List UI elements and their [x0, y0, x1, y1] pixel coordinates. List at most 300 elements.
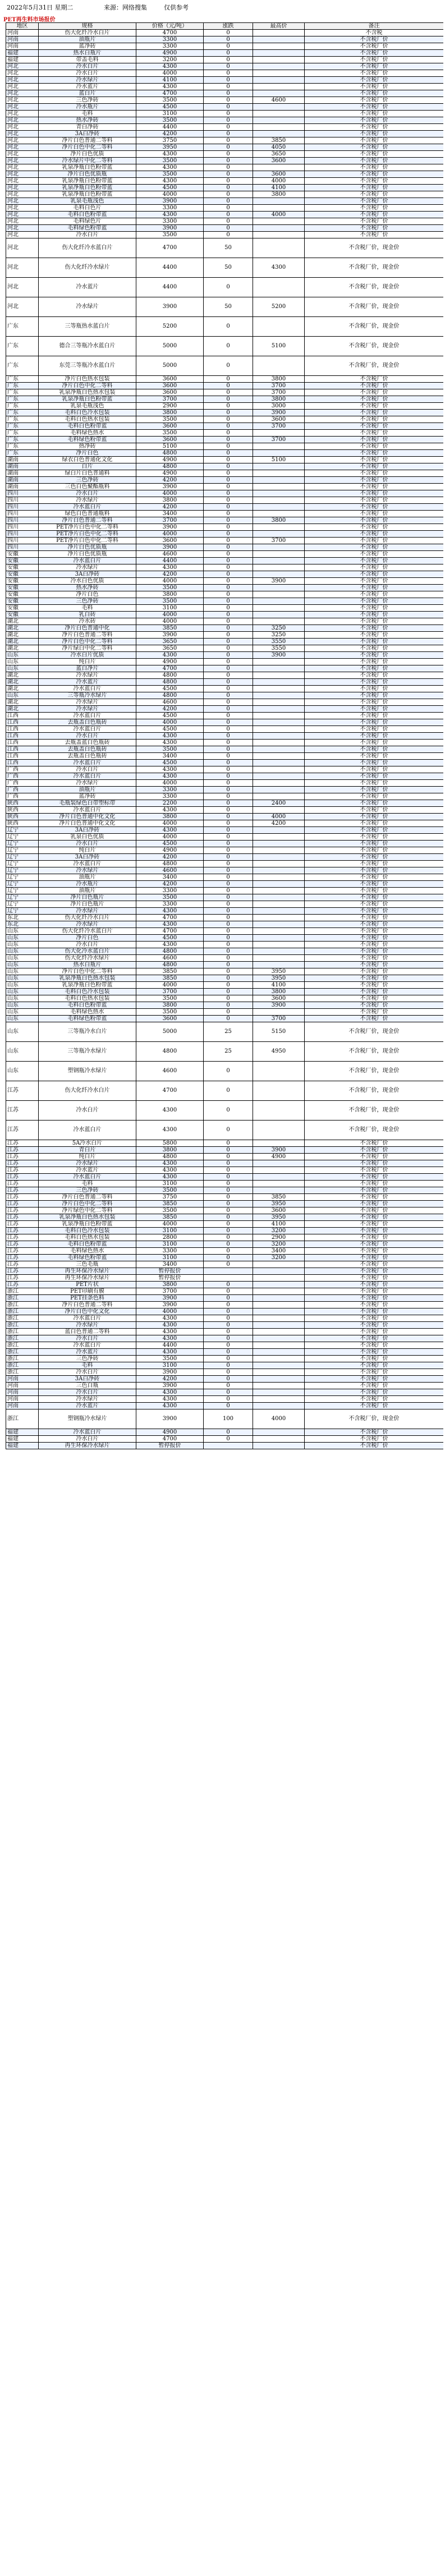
cell-price: 4500 — [136, 686, 204, 692]
cell-high: 3850 — [253, 137, 305, 144]
cell-change: 0 — [204, 760, 253, 766]
cell-note: 不含税厂价 — [305, 1221, 444, 1228]
cell-region: 安徽 — [6, 571, 39, 578]
cell-note: 不含税厂价 — [305, 36, 444, 43]
cell-price: 3500 — [136, 746, 204, 753]
cell-change: 0 — [204, 538, 253, 544]
cell-region: 广东 — [6, 416, 39, 423]
cell-change: 0 — [204, 800, 253, 807]
cell-high — [253, 232, 305, 238]
cell-high: 3600 — [253, 416, 305, 423]
cell-change: 50 — [204, 297, 253, 317]
table-row — [6, 740, 444, 746]
cell-region: 湖南 — [6, 470, 39, 477]
cell-change: 0 — [204, 827, 253, 834]
cell-high: 3800 — [253, 396, 305, 403]
table-row — [6, 191, 444, 198]
cell-change: 0 — [204, 1101, 253, 1121]
cell-price: 4400 — [136, 1342, 204, 1349]
cell-note: 不含税厂价 — [305, 578, 444, 585]
cell-region: 山东 — [6, 1042, 39, 1062]
cell-price: 4800 — [136, 1154, 204, 1160]
cell-high: 3900 — [253, 652, 305, 659]
cell-spec: 三色净砖 — [39, 1187, 136, 1194]
cell-note: 不含税厂价 — [305, 484, 444, 490]
cell-spec: 冷水白片 — [39, 63, 136, 70]
cell-region: 江苏 — [6, 1121, 39, 1140]
cell-region: 江苏 — [6, 1160, 39, 1167]
cell-change: 0 — [204, 1282, 253, 1288]
cell-high: 3000 — [253, 403, 305, 410]
cell-note: 不含税厂价 — [305, 1288, 444, 1295]
cell-spec: 冷水白片 — [39, 841, 136, 847]
cell-high — [253, 598, 305, 605]
cell-change: 0 — [204, 1369, 253, 1376]
cell-high — [253, 564, 305, 571]
cell-region: 江苏 — [6, 1167, 39, 1174]
cell-region: 辽宁 — [6, 841, 39, 847]
cell-high — [253, 497, 305, 504]
cell-note: 不含税厂价 — [305, 198, 444, 205]
cell-change: 0 — [204, 484, 253, 490]
cell-high: 3800 — [253, 989, 305, 995]
cell-spec: 伤大化纤冷水绿片 — [39, 955, 136, 962]
cell-spec: 冷水蓝白片 — [39, 1174, 136, 1181]
cell-price: 4000 — [136, 191, 204, 198]
cell-region: 浙江 — [6, 1302, 39, 1308]
cell-spec: 热水白瓶片 — [39, 962, 136, 968]
cell-change: 0 — [204, 171, 253, 178]
cell-high — [253, 1436, 305, 1443]
cell-spec: 毛料白色粉带蓝 — [39, 212, 136, 218]
cell-note: 不含税厂价 — [305, 497, 444, 504]
table-row — [6, 578, 444, 585]
cell-note: 不含税厂价 — [305, 1181, 444, 1187]
cell-price: 暂停报价 — [136, 1443, 204, 1449]
cell-price: 4000 — [136, 719, 204, 726]
cell-price: 3500 — [136, 171, 204, 178]
cell-region: 湖南 — [6, 457, 39, 463]
cell-high — [253, 955, 305, 962]
cell-note: 不含税厂价 — [305, 90, 444, 97]
cell-price: 4300 — [136, 766, 204, 773]
cell-high — [253, 124, 305, 131]
cell-region: 江苏 — [6, 1194, 39, 1201]
cell-high — [253, 942, 305, 948]
cell-spec: 冷水绿片 — [39, 780, 136, 787]
cell-change: 0 — [204, 1389, 253, 1396]
cell-note: 不含税厂价 — [305, 706, 444, 713]
table-row — [6, 410, 444, 416]
cell-spec: 净片白色普通二等料 — [39, 632, 136, 639]
cell-spec: 净片白色中化二等料 — [39, 1201, 136, 1207]
cell-high: 4300 — [253, 258, 305, 278]
cell-note: 不含税厂价 — [305, 874, 444, 881]
cell-region: 河北 — [6, 238, 39, 258]
cell-change: 0 — [204, 713, 253, 719]
table-row — [6, 1101, 444, 1121]
cell-spec: 净片白色中化文化 — [39, 1308, 136, 1315]
cell-note: 不含税厂价 — [305, 1335, 444, 1342]
cell-price: 4300 — [136, 827, 204, 834]
cell-high — [253, 77, 305, 84]
cell-note: 不含税厂价 — [305, 625, 444, 632]
cell-spec: 伤大化纤冷水白片 — [39, 30, 136, 36]
table-row — [6, 238, 444, 258]
table-row — [6, 1275, 444, 1282]
cell-price: 4300 — [136, 1403, 204, 1409]
cell-change: 0 — [204, 124, 253, 131]
table-row — [6, 1241, 444, 1248]
cell-price: 3900 — [136, 544, 204, 551]
cell-region: 辽宁 — [6, 901, 39, 908]
cell-note: 不含税厂价 — [305, 908, 444, 915]
cell-note: 不含税厂价，现金价 — [305, 258, 444, 278]
cell-spec: 净片白色 — [39, 450, 136, 457]
cell-note: 不含税厂价 — [305, 686, 444, 692]
cell-high: 3950 — [253, 968, 305, 975]
cell-change: 0 — [204, 178, 253, 185]
cell-high: 5100 — [253, 337, 305, 356]
table-row — [6, 218, 444, 225]
cell-change: 0 — [204, 1009, 253, 1016]
cell-change: 0 — [204, 740, 253, 746]
table-row — [6, 131, 444, 137]
cell-spec: 冷水蓝白片 — [39, 1342, 136, 1349]
cell-price: 5100 — [136, 443, 204, 450]
cell-price: 3500 — [136, 894, 204, 901]
col-price: 价格（元/吨） — [136, 23, 204, 30]
table-row — [6, 158, 444, 164]
cell-note: 不含税厂价 — [305, 477, 444, 484]
cell-change: 0 — [204, 90, 253, 97]
report-source: 来源：网络搜集 — [104, 4, 147, 11]
cell-spec: 净片白色普通二等料 — [39, 137, 136, 144]
cell-region: 河南 — [6, 1376, 39, 1383]
col-high: 最高价 — [253, 23, 305, 30]
cell-change: 0 — [204, 497, 253, 504]
cell-change: 0 — [204, 185, 253, 191]
cell-spec: 乳泉净瓶白色热水包装 — [39, 389, 136, 396]
cell-high — [253, 746, 305, 753]
cell-change: 0 — [204, 376, 253, 383]
cell-high: 3800 — [253, 191, 305, 198]
cell-high — [253, 1121, 305, 1140]
cell-high: 5150 — [253, 1022, 305, 1042]
cell-spec: 伤大化纤冷水白片 — [39, 915, 136, 921]
cell-change: 0 — [204, 403, 253, 410]
cell-note: 不含税厂价 — [305, 585, 444, 591]
cell-note: 不含税厂价 — [305, 1295, 444, 1302]
cell-region: 湖北 — [6, 645, 39, 652]
cell-price: 3400 — [136, 874, 204, 881]
cell-region: 湖北 — [6, 632, 39, 639]
cell-spec: 3A白净砖 — [39, 827, 136, 834]
cell-region: 江苏 — [6, 1187, 39, 1194]
cell-spec: 乳泉净瓶白色热水包装 — [39, 975, 136, 982]
cell-note: 不含税厂价 — [305, 490, 444, 497]
cell-region: 广东 — [6, 423, 39, 430]
cell-change: 0 — [204, 450, 253, 457]
cell-price: 3100 — [136, 111, 204, 117]
cell-high — [253, 1275, 305, 1282]
table-row — [6, 901, 444, 908]
cell-region: 安徽 — [6, 578, 39, 585]
cell-high — [253, 30, 305, 36]
cell-high — [253, 612, 305, 618]
cell-change: 0 — [204, 564, 253, 571]
cell-high: 3200 — [253, 1228, 305, 1234]
cell-spec: 净片白色优质瓶 — [39, 551, 136, 558]
cell-note: 不含税厂价，现金价 — [305, 278, 444, 297]
cell-change: 0 — [204, 117, 253, 124]
cell-price: 4900 — [136, 847, 204, 854]
cell-region: 安徽 — [6, 605, 39, 612]
cell-high — [253, 504, 305, 511]
cell-region: 湖南 — [6, 484, 39, 490]
cell-change: 0 — [204, 921, 253, 928]
cell-region: 福建 — [6, 1443, 39, 1449]
cell-change: 0 — [204, 1288, 253, 1295]
cell-note: 不含税厂价 — [305, 787, 444, 793]
table-row — [6, 538, 444, 544]
table-row — [6, 618, 444, 625]
price-table — [6, 22, 443, 1449]
cell-price: 4900 — [136, 470, 204, 477]
table-row — [6, 443, 444, 450]
cell-high: 5200 — [253, 297, 305, 317]
cell-region: 四川 — [6, 524, 39, 531]
table-row — [6, 477, 444, 484]
cell-price: 3900 — [136, 632, 204, 639]
col-region: 地区 — [6, 23, 39, 30]
cell-price: 4600 — [136, 699, 204, 706]
cell-change: 0 — [204, 50, 253, 57]
cell-note: 不含税厂价 — [305, 632, 444, 639]
cell-note: 不含税厂价 — [305, 158, 444, 164]
cell-high — [253, 1288, 305, 1295]
table-row — [6, 1221, 444, 1228]
cell-note: 不含税厂价 — [305, 982, 444, 989]
cell-spec: 冷水砖 — [39, 618, 136, 625]
cell-spec: 三等瓶冷水绿片 — [39, 1042, 136, 1062]
cell-price: 3500 — [136, 232, 204, 238]
cell-price: 3600 — [136, 383, 204, 389]
cell-spec: 塑钢瓶冷水绿片 — [39, 1409, 136, 1429]
cell-high — [253, 1261, 305, 1268]
cell-price: 3900 — [136, 1295, 204, 1302]
cell-spec: 5A冷水白片 — [39, 1140, 136, 1147]
cell-change: 0 — [204, 962, 253, 968]
cell-change: 0 — [204, 490, 253, 497]
table-row — [6, 450, 444, 457]
cell-note: 不含税厂价 — [305, 1322, 444, 1329]
cell-change: 100 — [204, 1409, 253, 1429]
cell-region: 浙江 — [6, 1362, 39, 1369]
cell-note: 不含税厂价 — [305, 1261, 444, 1268]
cell-note: 不含税厂价 — [305, 679, 444, 686]
cell-high — [253, 760, 305, 766]
cell-high — [253, 948, 305, 955]
cell-note: 不含税厂价 — [305, 1228, 444, 1234]
cell-price: 3850 — [136, 1201, 204, 1207]
cell-change: 0 — [204, 389, 253, 396]
cell-spec: 纯白片 — [39, 847, 136, 854]
cell-high: 3250 — [253, 625, 305, 632]
cell-price: 5000 — [136, 337, 204, 356]
cell-region: 山东 — [6, 1009, 39, 1016]
cell-high — [253, 874, 305, 881]
cell-change: 0 — [204, 97, 253, 104]
cell-change: 0 — [204, 423, 253, 430]
cell-high — [253, 1081, 305, 1101]
cell-high — [253, 104, 305, 111]
cell-change: 0 — [204, 77, 253, 84]
table-row — [6, 198, 444, 205]
table-row — [6, 317, 444, 337]
table-row — [6, 1268, 444, 1275]
cell-high: 3600 — [253, 171, 305, 178]
cell-change: 0 — [204, 719, 253, 726]
table-row — [6, 1228, 444, 1234]
cell-region: 广西 — [6, 780, 39, 787]
table-row — [6, 591, 444, 598]
cell-high: 3950 — [253, 1214, 305, 1221]
cell-spec: 净片绿色中化二等料 — [39, 1207, 136, 1214]
cell-price: 3650 — [136, 645, 204, 652]
cell-price: 3300 — [136, 36, 204, 43]
cell-high — [253, 1181, 305, 1187]
cell-high: 3950 — [253, 1201, 305, 1207]
cell-high: 3200 — [253, 1241, 305, 1248]
cell-high: 3800 — [253, 517, 305, 524]
cell-spec: 乳泉净瓶白色粉带蓝 — [39, 178, 136, 185]
cell-change: 0 — [204, 84, 253, 90]
cell-change — [204, 1268, 253, 1275]
cell-price: 4000 — [136, 578, 204, 585]
cell-change: 0 — [204, 1194, 253, 1201]
report-date: 2022年5月31日 星期二 — [7, 4, 74, 11]
table-row — [6, 144, 444, 151]
table-row — [6, 504, 444, 511]
cell-note: 不含税厂价 — [305, 63, 444, 70]
cell-price: 4200 — [136, 571, 204, 578]
cell-note: 不含税厂价 — [305, 191, 444, 198]
cell-spec: 纯白片 — [39, 1154, 136, 1160]
cell-spec: 净片白色瓶片 — [39, 901, 136, 908]
cell-region: 广东 — [6, 437, 39, 443]
cell-high — [253, 551, 305, 558]
cell-price: 3400 — [136, 511, 204, 517]
cell-high: 5100 — [253, 457, 305, 463]
cell-region: 四川 — [6, 544, 39, 551]
cell-price: 3500 — [136, 598, 204, 605]
cell-high: 3900 — [253, 410, 305, 416]
cell-change: 0 — [204, 659, 253, 665]
table-row — [6, 787, 444, 793]
table-body — [6, 30, 444, 1449]
cell-change: 0 — [204, 578, 253, 585]
table-row — [6, 888, 444, 894]
cell-high: 3400 — [253, 1248, 305, 1255]
cell-change: 0 — [204, 625, 253, 632]
cell-high — [253, 733, 305, 740]
cell-high: 3950 — [253, 975, 305, 982]
table-row — [6, 1288, 444, 1295]
cell-price: 3650 — [136, 639, 204, 645]
cell-spec: 三色净砖 — [39, 97, 136, 104]
table-row — [6, 457, 444, 463]
cell-region: 广东 — [6, 410, 39, 416]
table-row — [6, 383, 444, 389]
cell-change: 0 — [204, 1308, 253, 1315]
cell-change: 0 — [204, 151, 253, 158]
cell-price: 4500 — [136, 935, 204, 942]
cell-note: 不含税厂价 — [305, 218, 444, 225]
cell-spec: 毛料白色热水包装 — [39, 995, 136, 1002]
cell-high — [253, 766, 305, 773]
cell-price: 4300 — [136, 1174, 204, 1181]
cell-high — [253, 1403, 305, 1409]
cell-change: 0 — [204, 57, 253, 63]
table-row — [6, 77, 444, 84]
cell-spec: 带盖毛料 — [39, 57, 136, 63]
cell-change: 0 — [204, 995, 253, 1002]
cell-spec: 毛料白色粉带蓝 — [39, 423, 136, 430]
table-row — [6, 63, 444, 70]
cell-note: 不含税厂价 — [305, 665, 444, 672]
cell-high — [253, 225, 305, 232]
cell-change: 0 — [204, 975, 253, 982]
cell-price: 4800 — [136, 672, 204, 679]
table-row — [6, 1214, 444, 1221]
table-row — [6, 921, 444, 928]
cell-high — [253, 719, 305, 726]
table-row — [6, 137, 444, 144]
table-row — [6, 423, 444, 430]
cell-spec: 冷水蓝白片 — [39, 1121, 136, 1140]
cell-region: 湖北 — [6, 706, 39, 713]
cell-change: 0 — [204, 814, 253, 820]
page-header — [0, 0, 445, 12]
table-row — [6, 1121, 444, 1140]
cell-price: 3800 — [136, 497, 204, 504]
table-row — [6, 1009, 444, 1016]
cell-note: 不含税厂价 — [305, 928, 444, 935]
cell-high — [253, 847, 305, 854]
cell-note: 不含税厂价 — [305, 1329, 444, 1335]
cell-price: 3800 — [136, 1282, 204, 1288]
cell-region: 河北 — [6, 185, 39, 191]
cell-spec: 伤大化纤冷水绿片 — [39, 258, 136, 278]
cell-region: 河北 — [6, 124, 39, 131]
cell-change: 0 — [204, 692, 253, 699]
cell-change: 0 — [204, 1436, 253, 1443]
cell-price: 4300 — [136, 1335, 204, 1342]
cell-high: 4050 — [253, 144, 305, 151]
cell-note: 不含税厂价 — [305, 901, 444, 908]
cell-high — [253, 524, 305, 531]
cell-note: 不含税厂价，现金价 — [305, 1042, 444, 1062]
cell-price: 4000 — [136, 1308, 204, 1315]
cell-high: 4950 — [253, 1042, 305, 1062]
cell-high — [253, 1174, 305, 1181]
cell-spec: 热水白瓶片 — [39, 50, 136, 57]
cell-high — [253, 50, 305, 57]
cell-price: 3700 — [136, 1288, 204, 1295]
cell-note: 不含税厂价 — [305, 1376, 444, 1383]
table-row — [6, 1383, 444, 1389]
